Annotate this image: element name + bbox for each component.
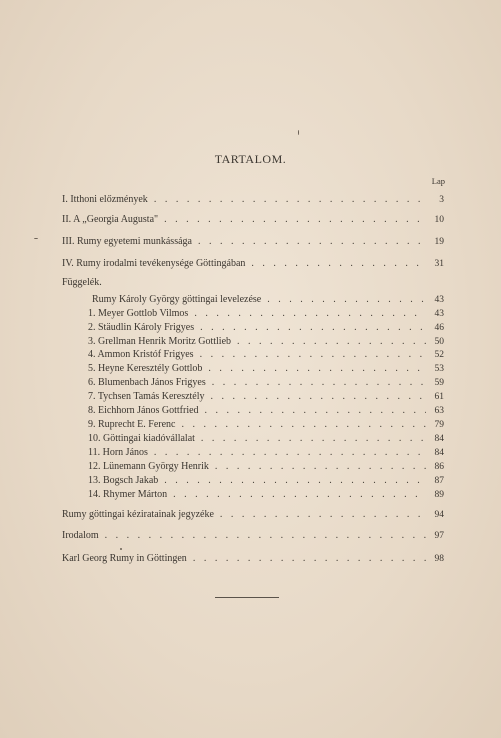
toc-entry-page: 50 xyxy=(434,337,444,347)
toc-subentry[interactable] xyxy=(88,391,444,402)
toc-entry-page: 31 xyxy=(434,259,444,269)
toc-entry-page: 10 xyxy=(434,215,444,225)
toc-subentry[interactable] xyxy=(88,447,444,458)
dot-leader xyxy=(164,475,426,486)
toc-entry-label: 7. Tychsen Tamás Keresztély xyxy=(88,391,205,402)
dot-leader xyxy=(200,322,426,333)
toc-subentry[interactable] xyxy=(88,322,444,333)
toc-entry[interactable] xyxy=(62,530,444,541)
toc-entry[interactable] xyxy=(62,553,444,564)
toc-entry-page: 52 xyxy=(434,350,444,360)
dot-leader xyxy=(181,419,426,430)
toc-title: TARTALOM. xyxy=(214,152,287,166)
toc-entry-label: 10. Göttingai kiadóvállalat xyxy=(88,433,195,444)
toc-entry-label: IV. Rumy irodalmi tevékenysége Göttingában xyxy=(62,258,246,269)
toc-entry-page: 87 xyxy=(434,476,444,486)
toc-subentry[interactable] xyxy=(88,489,444,500)
toc-entry-label: Irodalom xyxy=(62,530,99,541)
toc-entry-page: 43 xyxy=(434,295,444,305)
dot-leader xyxy=(212,377,426,388)
toc-entry-page: 63 xyxy=(434,406,444,416)
dot-leader xyxy=(154,447,426,458)
toc-entry-label: 11. Horn János xyxy=(88,447,148,458)
dot-leader xyxy=(205,405,426,416)
toc-subentry[interactable] xyxy=(88,349,444,360)
toc-entry[interactable] xyxy=(92,294,444,305)
toc-entry-page: 84 xyxy=(434,448,444,458)
dot-leader xyxy=(251,258,426,269)
dot-leader xyxy=(267,294,426,305)
toc-entry-label: 5. Heyne Keresztély Gottlob xyxy=(88,363,203,374)
toc-entry-label: Rumy Károly György göttingai levelezése xyxy=(92,294,262,305)
dot-leader xyxy=(164,214,426,225)
toc-entry-page: 97 xyxy=(434,531,444,541)
toc-entry-label: 8. Eichhorn János Gottfried xyxy=(88,405,199,416)
dot-leader xyxy=(198,236,426,247)
toc-entry-page: 89 xyxy=(434,490,444,500)
dot-leader xyxy=(201,433,426,444)
toc-entry-label: 3. Grellman Henrik Moritz Gottlieb xyxy=(88,336,232,347)
dot-leader xyxy=(215,461,426,472)
dot-leader xyxy=(194,308,426,319)
dot-leader xyxy=(193,553,426,564)
toc-subentry[interactable] xyxy=(88,419,444,430)
toc-entry-label: 1. Meyer Gottlob Vilmos xyxy=(88,308,189,319)
dot-leader xyxy=(237,336,426,347)
dot-leader xyxy=(173,489,426,500)
toc-subentry[interactable] xyxy=(88,377,444,388)
toc-subentry[interactable] xyxy=(88,308,444,319)
toc-subentry[interactable] xyxy=(88,336,444,347)
dot-leader xyxy=(208,363,426,374)
toc-subentry[interactable] xyxy=(88,363,444,374)
closing-rule xyxy=(215,597,279,598)
toc-subentry[interactable] xyxy=(88,461,444,472)
appendix-heading: Függelék. xyxy=(62,277,102,288)
toc-entry-page: 3 xyxy=(439,195,444,205)
page-column-label: Lap xyxy=(431,176,445,186)
toc-entry-page: 59 xyxy=(434,378,444,388)
dot-leader xyxy=(200,349,426,360)
toc-entry-label: 6. Blumenbach János Frigyes xyxy=(88,377,206,388)
toc-entry-page: 98 xyxy=(434,554,444,564)
toc-entry-page: 19 xyxy=(434,237,444,247)
toc-entry-label: 2. Stäudlin Károly Frigyes xyxy=(88,322,195,333)
toc-entry[interactable] xyxy=(62,214,444,225)
toc-entry-label: III. Rumy egyetemi munkássága xyxy=(62,236,192,247)
toc-entry[interactable] xyxy=(62,509,444,520)
toc-entry-label: I. Itthoni előzmények xyxy=(62,194,148,205)
paper-speck xyxy=(298,130,299,135)
toc-entry-page: 46 xyxy=(434,323,444,333)
toc-entry-label: 14. Rhymer Márton xyxy=(88,489,168,500)
toc-entry-page: 61 xyxy=(434,392,444,402)
toc-entry-label: 4. Ammon Kristóf Frigyes xyxy=(88,349,194,360)
toc-entry-page: 43 xyxy=(434,309,444,319)
toc-entry-page: 94 xyxy=(434,510,444,520)
toc-entry-label: 13. Bogsch Jakab xyxy=(88,475,159,486)
toc-entry-page: 84 xyxy=(434,434,444,444)
toc-subentry[interactable] xyxy=(88,475,444,486)
dot-leader xyxy=(105,530,426,541)
toc-subentry[interactable] xyxy=(88,433,444,444)
paper-speck xyxy=(34,238,38,239)
toc-entry-page: 79 xyxy=(434,420,444,430)
toc-entry-label: Karl Georg Rumy in Göttingen xyxy=(62,553,187,564)
dot-leader xyxy=(220,509,426,520)
dot-leader xyxy=(154,194,426,205)
toc-entry-label: Rumy göttingai kéziratainak jegyzéke xyxy=(62,509,214,520)
toc-entry-label: 12. Lünemann György Henrik xyxy=(88,461,209,472)
toc-entry-label: 9. Ruprecht E. Ferenc xyxy=(88,419,176,430)
toc-entry-label: II. A „Georgia Augusta" xyxy=(62,214,159,225)
toc-entry[interactable] xyxy=(62,258,444,269)
toc-entry[interactable] xyxy=(62,236,444,247)
toc-subentry[interactable] xyxy=(88,405,444,416)
dot-leader xyxy=(211,391,426,402)
toc-entry-page: 86 xyxy=(434,462,444,472)
paper-speck xyxy=(120,548,122,550)
toc-entry[interactable] xyxy=(62,194,444,205)
toc-entry-page: 53 xyxy=(434,364,444,374)
